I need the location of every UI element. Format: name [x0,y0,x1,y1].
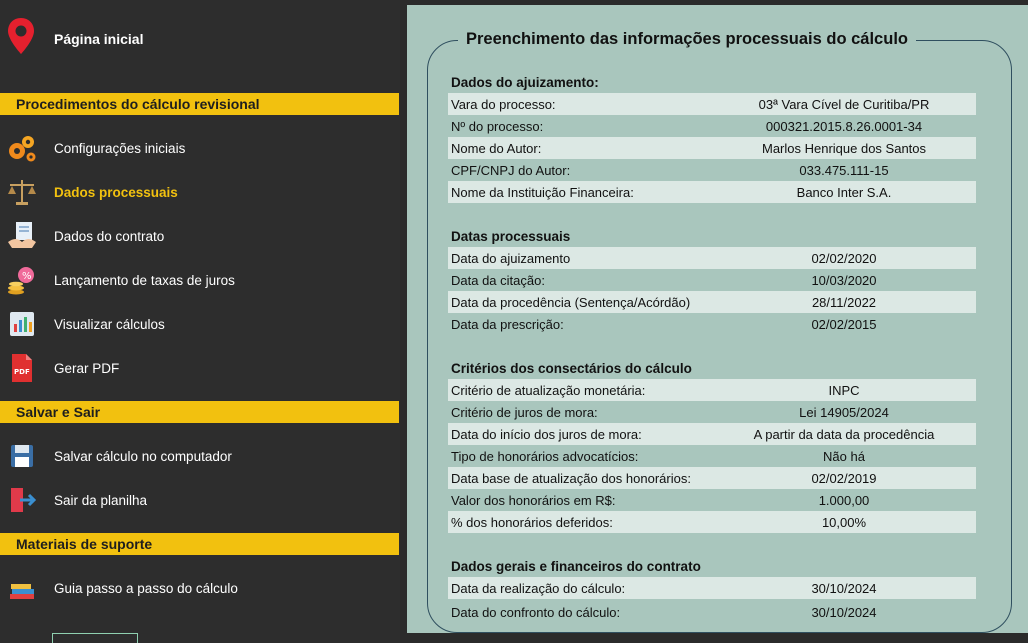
field-label: Data da citação: [451,273,545,288]
field-label: Data da prescrição: [451,317,564,332]
gears-icon [6,132,38,164]
field-value[interactable]: 30/10/2024 [811,581,877,596]
section-materiais-suporte: Materiais de suporte [0,533,399,555]
field-label: CPF/CNPJ do Autor: [451,163,571,178]
pdf-icon [6,352,38,384]
home-link[interactable] [0,14,400,62]
nav-label: Configurações iniciais [54,141,186,156]
field-label: Nome do Autor: [451,141,542,156]
nav-guia-passo-a-passo[interactable] [0,568,400,608]
field-label: Data da procedência (Sentença/Acórdão) [451,295,691,310]
field-label: Critério de atualização monetária: [451,383,646,398]
nav-visualizar-calculos[interactable] [0,304,400,344]
field-row-data-confronto [448,601,976,623]
field-value[interactable]: 02/02/2015 [811,317,877,332]
nav-label: Salvar cálculo no computador [54,449,232,464]
field-value[interactable]: Banco Inter S.A. [796,185,892,200]
books-icon [6,572,38,604]
home-label: Página inicial [54,31,144,47]
field-label: Data do ajuizamento [451,251,571,266]
nav-label: Gerar PDF [54,361,120,376]
nav-configuracoes-iniciais[interactable] [0,128,400,168]
field-row-data-prescricao [448,313,976,335]
field-row-data-ajuizamento [448,247,976,269]
nav-lancamento-taxas[interactable] [0,260,400,300]
sidebar [0,0,400,643]
field-row-cpf-cnpj [448,159,976,181]
handshake-contract-icon [6,220,38,252]
field-value[interactable]: 03ª Vara Cível de Curitiba/PR [758,97,930,112]
field-label: Data base de atualização dos honorários: [451,471,691,486]
group-title-criterios: Critérios dos consectários do cálculo [451,361,692,376]
field-row-tipo-honorarios [448,445,976,467]
nav-gerar-pdf[interactable] [0,348,400,388]
field-row-data-citacao [448,269,976,291]
nav-label: Sair da planilha [54,493,148,508]
field-label: Nº do processo: [451,119,544,134]
field-row-data-base-honorarios [448,467,976,489]
field-value[interactable]: 02/02/2020 [811,251,877,266]
scales-icon [6,176,38,208]
field-row-instituicao [448,181,976,203]
map-pin-icon [6,16,36,56]
field-value[interactable]: 30/10/2024 [811,605,877,620]
field-label: Vara do processo: [451,97,556,112]
field-value[interactable]: 033.475.111-15 [799,163,889,178]
field-value[interactable]: A partir da data da procedência [753,427,935,442]
bottom-button-edge[interactable] [52,633,138,643]
field-value[interactable]: Não há [823,449,865,464]
field-row-inicio-juros [448,423,976,445]
field-value[interactable]: 1.000,00 [818,493,870,508]
floppy-disk-icon [6,440,38,472]
svg-text:PDF: PDF [14,368,30,376]
group-title-dados-gerais: Dados gerais e financeiros do contrato [451,559,701,574]
calculator-chart-icon [6,308,38,340]
nav-salvar-calculo[interactable] [0,436,400,476]
nav-label: Guia passo a passo do cálculo [54,581,238,596]
field-label: Data do início dos juros de mora: [451,427,642,442]
field-row-numero-processo [448,115,976,137]
field-label: Data da realização do cálculo: [451,581,626,596]
group-title-ajuizamento: Dados do ajuizamento: [451,75,599,90]
coins-percent-icon [6,264,38,296]
field-label: Tipo de honorários advocatícios: [451,449,639,464]
field-row-nome-autor [448,137,976,159]
field-label: Critério de juros de mora: [451,405,598,420]
group-title-datas: Datas processuais [451,229,571,244]
field-row-juros-mora [448,401,976,423]
section-salvar-sair: Salvar e Sair [0,401,399,423]
field-value[interactable]: 10/03/2020 [811,273,877,288]
exit-door-icon [6,484,38,516]
nav-sair-planilha[interactable] [0,480,400,520]
field-label: Valor dos honorários em R$: [451,493,616,508]
page-title: Preenchimento das informações processuais do cálculo [458,30,916,49]
nav-label: Visualizar cálculos [54,317,165,332]
field-row-valor-honorarios [448,489,976,511]
field-value[interactable]: 02/02/2019 [811,471,877,486]
nav-label: Dados do contrato [54,229,165,244]
field-value[interactable]: Marlos Henrique dos Santos [761,141,927,156]
field-value[interactable]: 10,00% [821,515,867,530]
field-value[interactable]: Lei 14905/2024 [799,405,889,420]
field-row-data-procedencia [448,291,976,313]
nav-label: Lançamento de taxas de juros [54,273,235,288]
field-value[interactable]: INPC [828,383,860,398]
section-procedimentos: Procedimentos do cálculo revisional [0,93,399,115]
field-row-atualizacao-monetaria [448,379,976,401]
field-label: % dos honorários deferidos: [451,515,613,530]
svg-text:%: % [22,271,32,282]
field-row-data-realizacao [448,577,976,599]
nav-label: Dados processuais [54,185,178,200]
field-row-vara [448,93,976,115]
field-label: Nome da Instituição Financeira: [451,185,634,200]
nav-dados-processuais[interactable] [0,172,400,212]
field-row-percentual-honorarios [448,511,976,533]
nav-dados-do-contrato[interactable] [0,216,400,256]
field-value[interactable]: 000321.2015.8.26.0001-34 [765,119,923,134]
field-label: Data do confronto do cálculo: [451,605,621,620]
field-value[interactable]: 28/11/2022 [811,295,877,310]
